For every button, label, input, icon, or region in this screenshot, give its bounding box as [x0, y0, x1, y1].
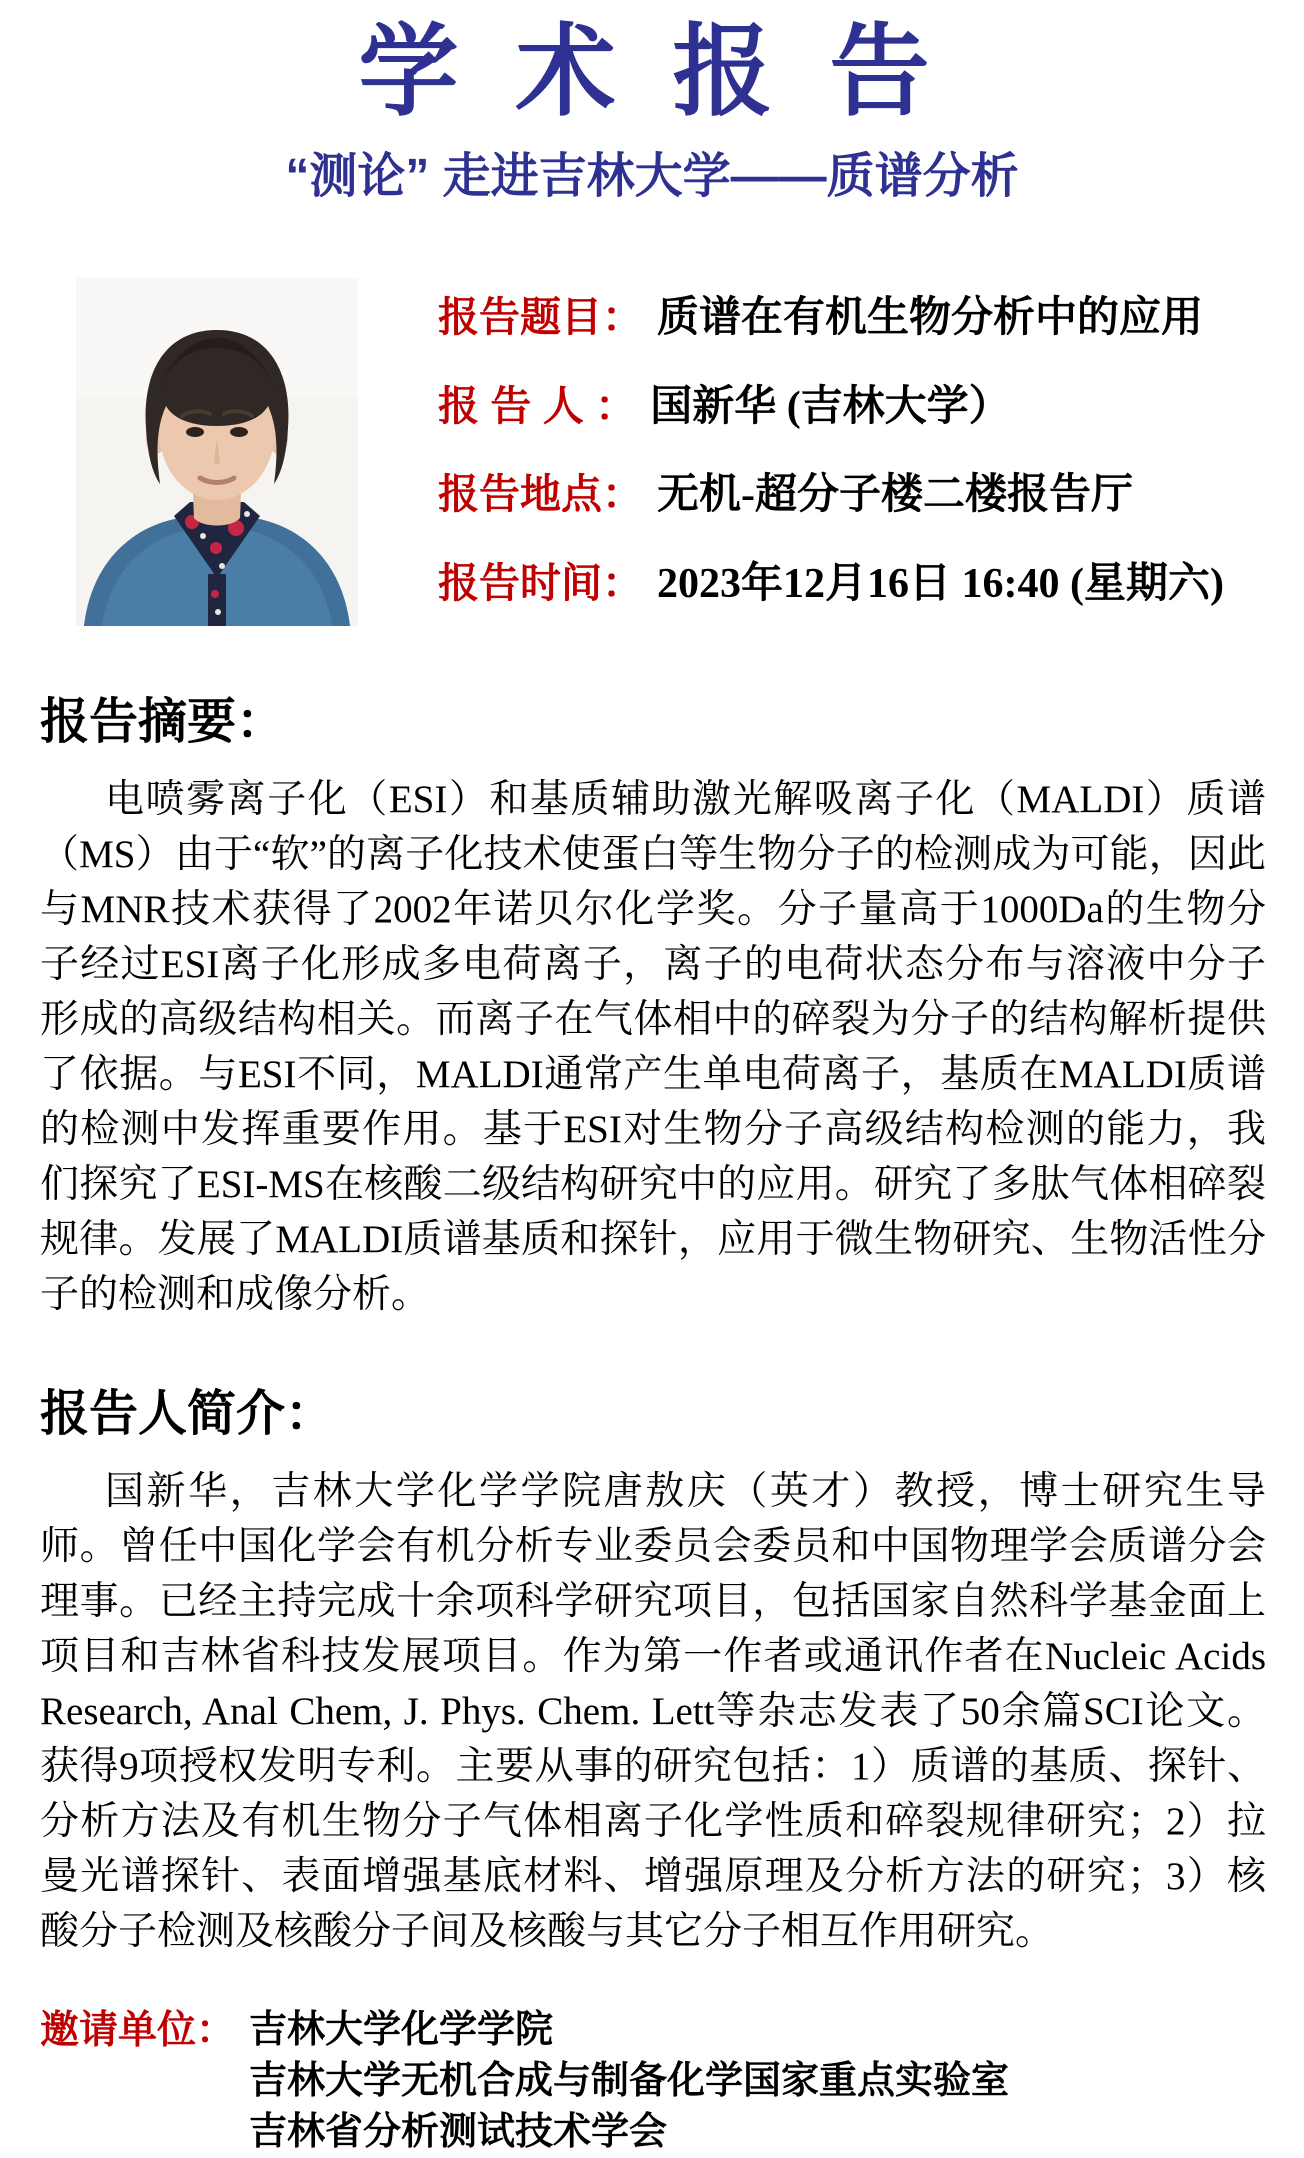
page-title: 学 术 报 告	[358, 17, 946, 128]
inviter-org-2: 吉林大学无机合成与制备化学国家重点实验室	[249, 2060, 1010, 2102]
info-row-speaker	[438, 373, 1224, 433]
location-value: 无机-超分子楼二楼报告厅	[657, 472, 1133, 519]
info-row-location	[438, 461, 1224, 521]
time-value: 2023年12月16日 16:40 (星期六)	[657, 560, 1224, 607]
info-rows	[438, 278, 1224, 626]
speaker-photo-illustration	[76, 278, 358, 626]
speaker-photo	[76, 278, 358, 626]
topic-value: 质谱在有机生物分析中的应用	[657, 295, 1204, 341]
inviter-label: 邀请单位：	[40, 2009, 236, 2052]
topic-label: 报告题目：	[438, 294, 643, 340]
time-label: 报告时间：	[438, 559, 643, 606]
speaker-value: 国新华 (吉林大学）	[650, 383, 1011, 430]
page-subtitle: “测论” 走进吉林大学——质谱分析	[285, 150, 1019, 203]
abstract-heading: 报告摘要：	[40, 695, 286, 749]
location-label: 报告地点：	[438, 471, 643, 518]
abstract-body: 电喷雾离子化（ESI）和基质辅助激光解吸离子化（MALDI）质谱（MS）由于“软”的离子化技术使蛋白等生物分子的检测成为可能，因此与MNR技术获得了2002年诺贝尔化学奖。分子量高于1000Da的生物分子经过ESI离子化形成多电荷离子，离子的电荷状态分布与溶液中分子形成的高级结构相关。而离子在气体相中的碎裂为分子的结构解析提供了依据。与ESI不同，MALDI通常产生单电荷离子，基质在MALDI质谱的检测中发挥重要作用。基于ESI对生物分子高级结构检测的能力，我们探究了ESI-MS在核酸二级结构研究中的应用。研究了多肽气体相碎裂规律。发展了MALDI质谱基质和探针，应用于微生物研究、生物活性分子的检测和成像分析。	[40, 778, 1266, 1316]
speaker-label: 报 告 人 ：	[438, 382, 637, 429]
bio-section	[40, 1384, 1266, 1959]
inviter-orgs	[249, 2005, 1009, 2158]
announcement-page	[0, 14, 1304, 2153]
bio-heading: 报告人简介：	[40, 1387, 335, 1441]
bio-body: 国新华，吉林大学化学学院唐敖庆（英才）教授，博士研究生导师。曾任中国化学会有机分析专业委员会委员和中国物理学会质谱分会理事。已经主持完成十余项科学研究项目，包括国家自然科学基金面上项目和吉林省科技发展项目。作为第一作者或通讯作者在Nucleic Acids Research, Anal Chem, J. Phys. Chem. Lett等杂志发表了50余篇SCI论文。获得9项授权发明专利。主要从事的研究包括：1）质谱的基质、探针、分析方法及有机生物分子气体相离子化学性质和碎裂规律研究；2）拉曼光谱探针、表面增强基底材料、增强原理及分析方法的研究；3）核酸分子检测及核酸分子间及核酸与其它分子相互作用研究。	[40, 1470, 1266, 1953]
inviter-org-1: 吉林大学化学学院	[249, 2009, 554, 2051]
inviter-org-3: 吉林省分析测试技术学会	[249, 2111, 668, 2153]
info-row-topic	[438, 284, 1224, 344]
inviter-section	[40, 2005, 1264, 2158]
abstract-section	[40, 692, 1266, 1322]
info-row-time	[438, 550, 1224, 610]
info-section	[76, 278, 1264, 626]
